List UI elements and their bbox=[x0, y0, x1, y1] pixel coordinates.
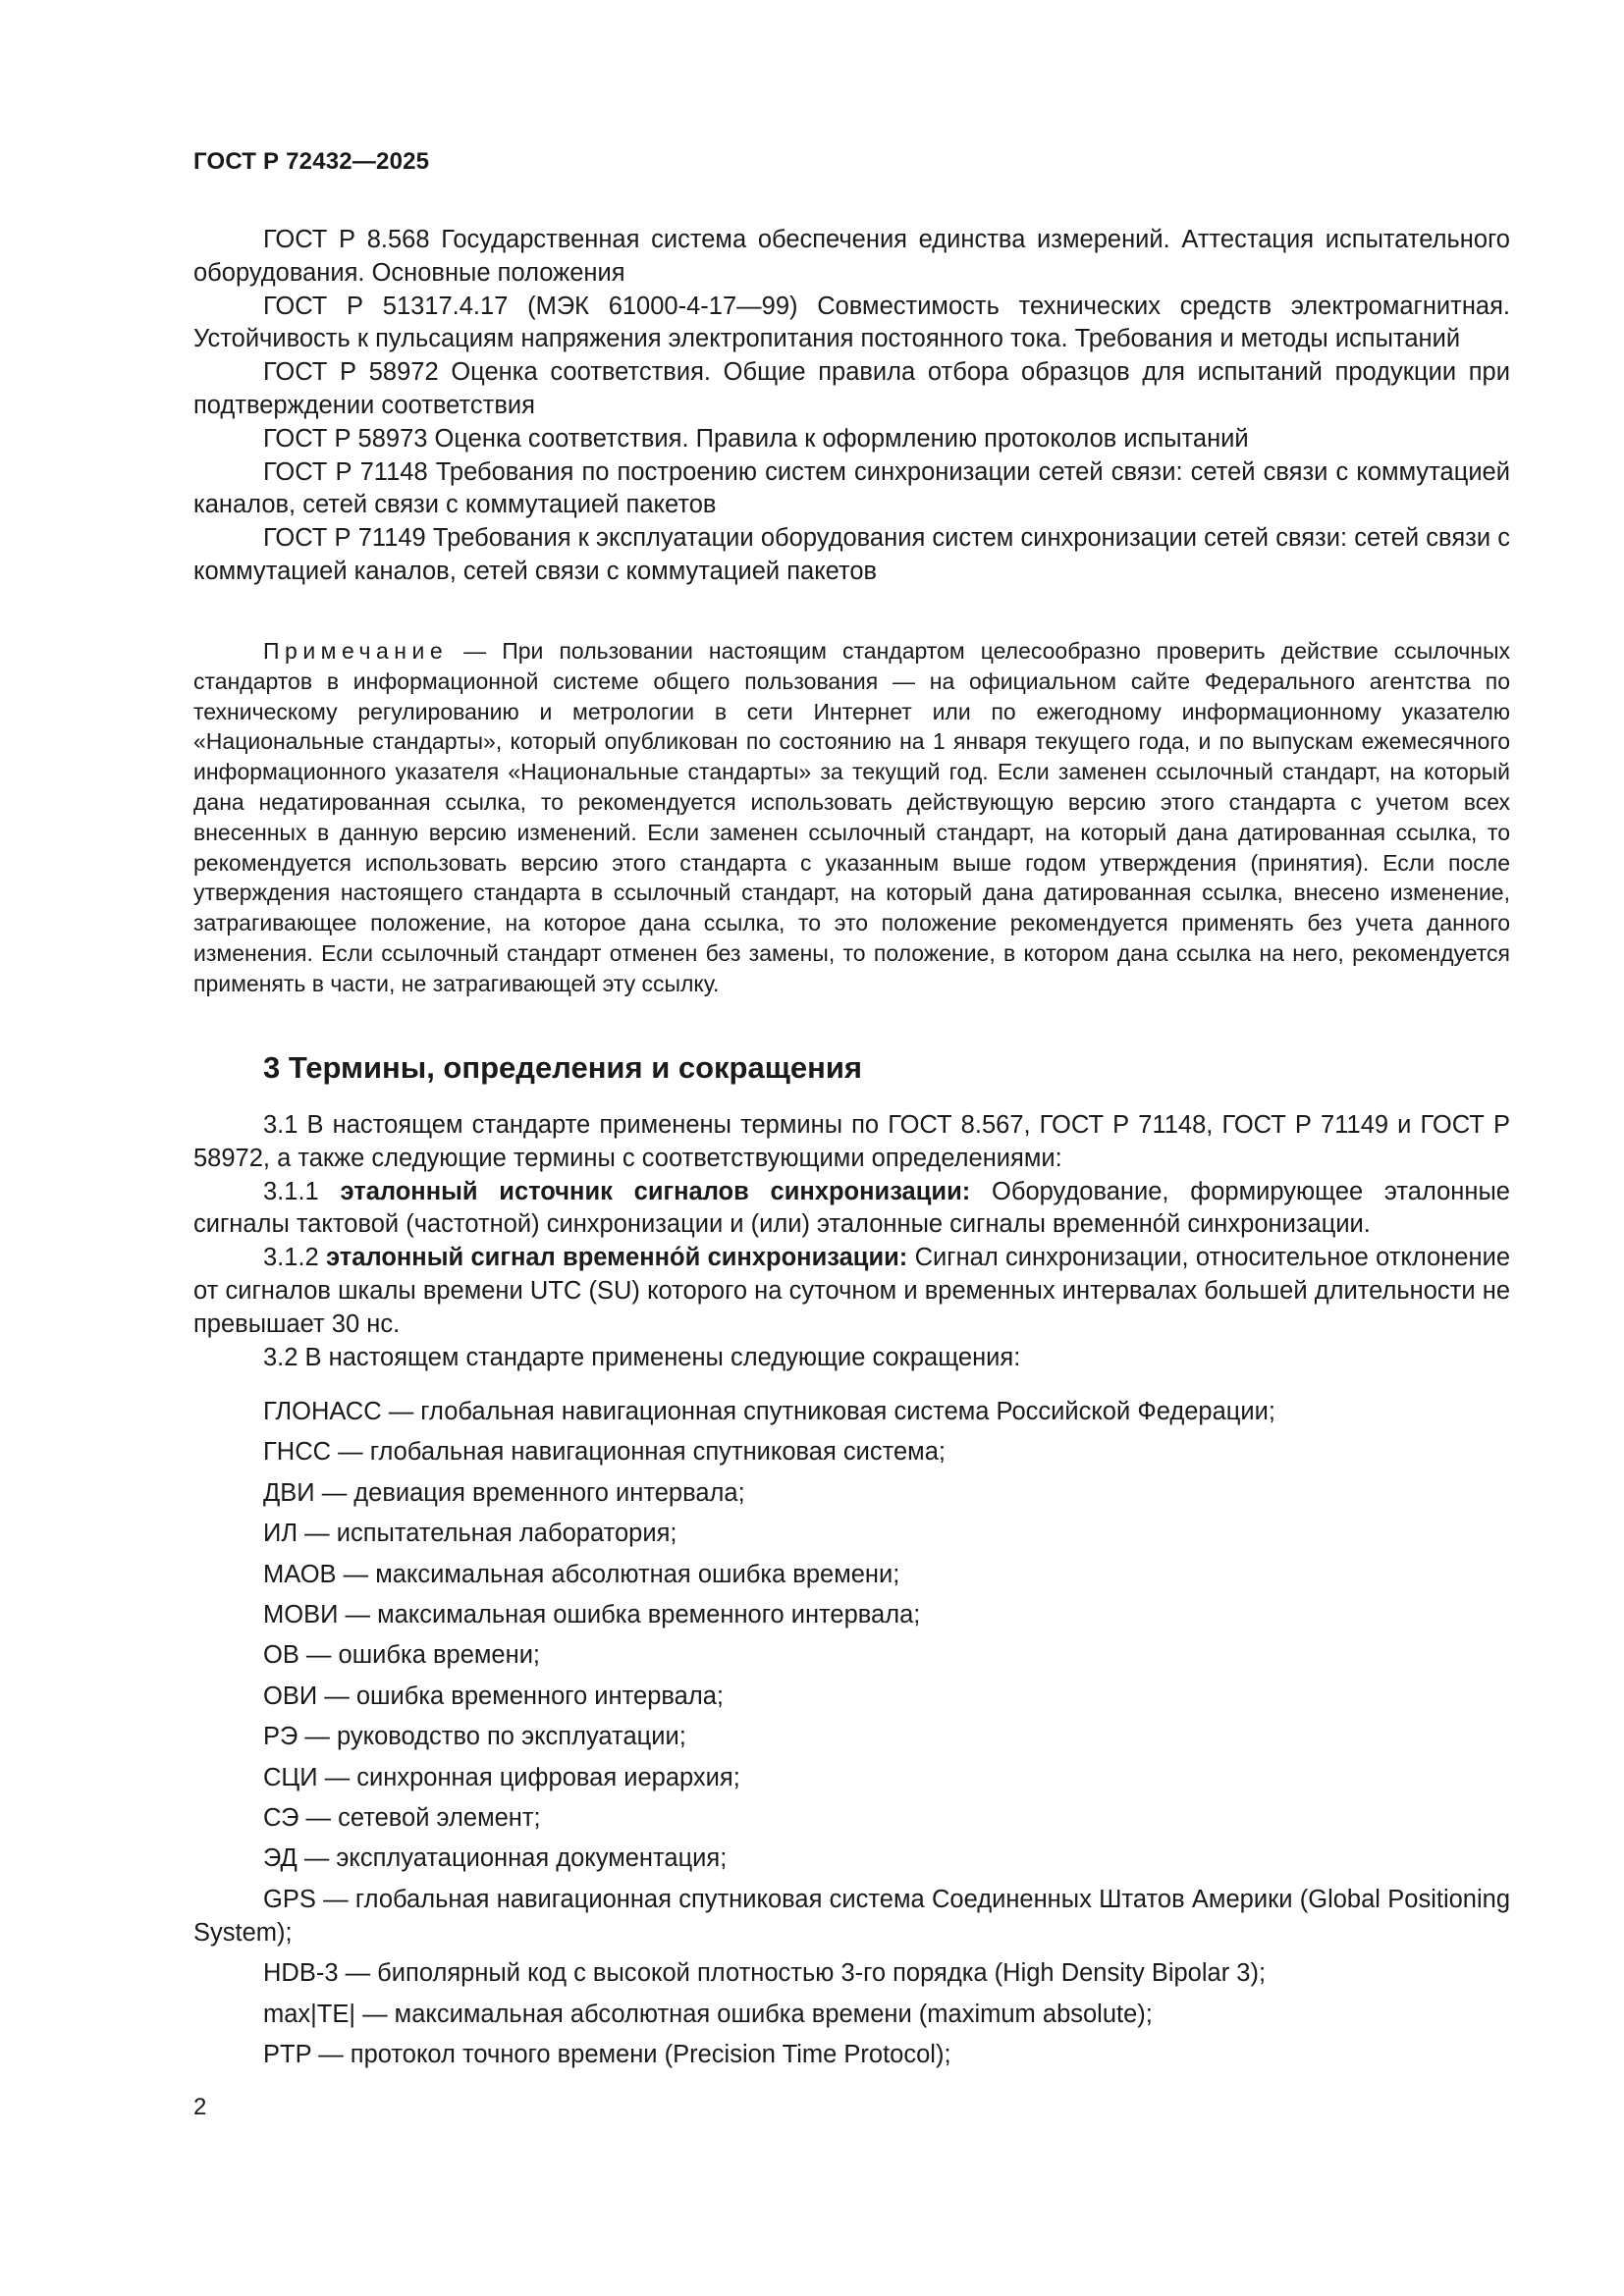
abbreviation-item: ДВИ — девиация временного интервала; bbox=[263, 1478, 745, 1507]
abbreviation-item: МОВИ — максимальная ошибка временного интервала; bbox=[263, 1601, 921, 1629]
term-name: эталонный источник сигналов синхронизации: bbox=[340, 1177, 971, 1205]
abbreviation-item: max|TE| — максимальная абсолютная ошибка времени (maximum absolute); bbox=[263, 2000, 1153, 2028]
reference-item: ГОСТ Р 58972 Оценка соответствия. Общие правила отбора образцов для испытаний продукции при подтверждении соответствия bbox=[193, 358, 1510, 419]
page-number: 2 bbox=[193, 2094, 207, 2120]
reference-item: ГОСТ Р 71148 Требования по построению систем синхронизации сетей связи: сетей связи с коммутацией каналов, сетей связи с коммутацией пакетов bbox=[193, 457, 1510, 519]
clause-3-2: 3.2 В настоящем стандарте применены следующие сокращения: bbox=[263, 1343, 1021, 1371]
abbreviation-item: HDB-3 — биполярный код с высокой плотностью 3-го порядка (High Density Bipolar 3); bbox=[263, 1959, 1267, 1988]
abbreviation-item: GPS — глобальная навигационная спутниковая система Соединенных Штатов Америки (Global Positioning System); bbox=[193, 1885, 1510, 1947]
term-definition bbox=[193, 1176, 1510, 1243]
term-text: Сигнал синхронизации, относительное отклонение от сигналов шкалы времени UTC (SU) которого на суточном и временных интервалах большей длительности не превышает 30 нс. bbox=[193, 1244, 1510, 1338]
section-heading: 3 Термины, определения и сокращения bbox=[263, 1050, 862, 1085]
note-text: — При пользовании настоящим стандартом целесообразно проверить действие ссылочных стандартов в информационной системе общего пользования — на официальном сайте Федерального агентства по техническому регулированию и метрологии в сети Интернет или по ежегодному информационному указателю «Национальные стандарты», который опубликован по состоянию на 1 января текущего года, и по выпускам ежемесячного информационного указателя «Национальные стандарты» за текущий год. Если заменен ссылочный стандарт, на который дана недатированная ссылка, то рекомендуется использовать действующую версию этого стандарта с учетом всех внесенных в данную версию изменений. Если заменен ссылочный стандарт, на который дана датированная ссылка, то рекомендуется использовать версию этого стандарта с указанным выше годом утверждения (принятия). Если после утверждения настоящего стандарта в ссылочный стандарт, на который дана датированная ссылка, внесено изменение, затрагивающее положение, на которое дана ссылка, то это положение рекомендуется применять без учета данного изменения. Если ссылочный стандарт отменен без замены, то положение, в котором дана ссылка на него, рекомендуется применять в части, не затрагивающей эту ссылку. bbox=[193, 638, 1510, 996]
abbreviation-item: ОВИ — ошибка временного интервала; bbox=[263, 1682, 724, 1710]
abbreviation-item: ОВ — ошибка времени; bbox=[263, 1641, 541, 1670]
term-text: Оборудование, формирующее эталонные сигналы тактовой (частотной) синхронизации и (или) эталонные сигналы временно́й синхронизации. bbox=[193, 1177, 1510, 1239]
term-name: эталонный сигнал временно́й синхронизации: bbox=[326, 1244, 908, 1272]
abbreviation-item: МАОВ — максимальная абсолютная ошибка времени; bbox=[263, 1560, 900, 1588]
reference-item: ГОСТ Р 8.568 Государственная система обеспечения единства измерений. Аттестация испытательного оборудования. Основные положения bbox=[193, 226, 1510, 287]
abbreviations-list bbox=[193, 1392, 1510, 2076]
note-block bbox=[193, 636, 1510, 999]
abbreviation-item: РЭ — руководство по эксплуатации; bbox=[263, 1723, 686, 1751]
term-number: 3.1.2 bbox=[263, 1244, 319, 1272]
abbreviation-item: ЭД — эксплуатационная документация; bbox=[263, 1844, 728, 1873]
reference-item: ГОСТ Р 58973 Оценка соответствия. Правила к оформлению протоколов испытаний bbox=[263, 424, 1249, 453]
abbreviation-item: PTP — протокол точного времени (Precision Time Protocol); bbox=[263, 2041, 951, 2069]
abbreviation-item: СЦИ — синхронная цифровая иерархия; bbox=[263, 1763, 740, 1791]
note-label: Примечание bbox=[263, 638, 449, 664]
terms-definitions bbox=[193, 1109, 1510, 1374]
clause-3-1: 3.1 В настоящем стандарте применены термины по ГОСТ 8.567, ГОСТ Р 71148, ГОСТ Р 71149 и ГОСТ Р 58972, а также следующие термины с соответствующими определениями: bbox=[193, 1111, 1510, 1172]
document-code-header: ГОСТ Р 72432—2025 bbox=[193, 148, 430, 175]
normative-references-list bbox=[193, 224, 1510, 589]
abbreviation-item: ГНСС — глобальная навигационная спутниковая система; bbox=[263, 1438, 946, 1467]
reference-item: ГОСТ Р 51317.4.17 (МЭК 61000-4-17—99) Совместимость технических средств электромагнитная. Устойчивость к пульсациям напряжения электропитания постоянного тока. Требования и методы испытаний bbox=[193, 292, 1510, 353]
term-definition bbox=[193, 1242, 1510, 1341]
term-number: 3.1.1 bbox=[263, 1177, 319, 1205]
reference-item: ГОСТ Р 71149 Требования к эксплуатации оборудования систем синхронизации сетей связи: сетей связи с коммутацией каналов, сетей связи с коммутацией пакетов bbox=[193, 524, 1510, 585]
note-paragraph bbox=[193, 636, 1510, 999]
abbreviation-item: ГЛОНАСС — глобальная навигационная спутниковая система Российской Федерации; bbox=[263, 1398, 1275, 1425]
abbreviation-item: ИЛ — испытательная лаборатория; bbox=[263, 1520, 677, 1548]
abbreviation-item: СЭ — сетевой элемент; bbox=[263, 1804, 541, 1833]
